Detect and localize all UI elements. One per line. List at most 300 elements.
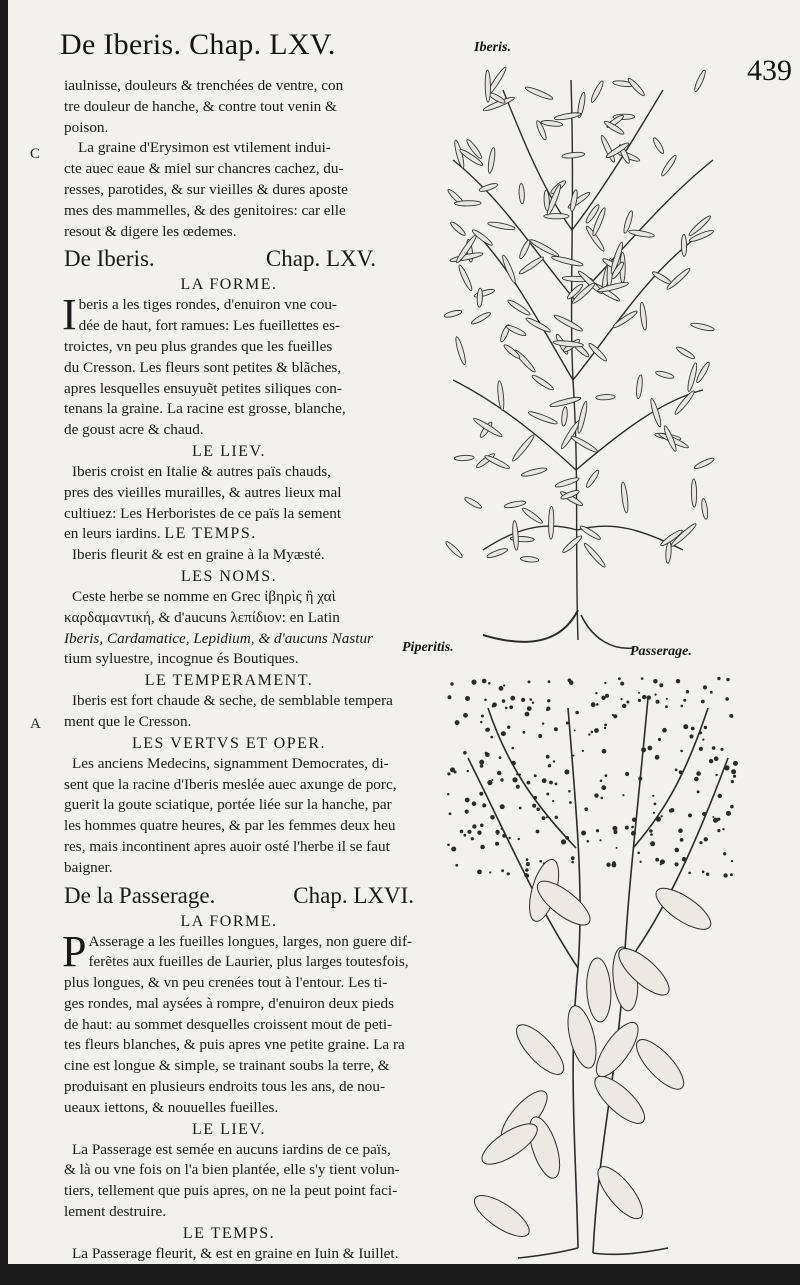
leaf: [478, 182, 498, 193]
leaf: [487, 147, 496, 173]
leaf: [509, 1018, 570, 1081]
leaf: [477, 288, 483, 307]
text-line: sent que la racine d'Iberis meslée auec axunge de porc,: [64, 775, 397, 793]
flower: [689, 734, 693, 738]
flower: [679, 770, 683, 774]
leaf: [520, 556, 539, 563]
flower: [527, 706, 532, 711]
flower: [566, 722, 569, 725]
leaf: [504, 500, 526, 509]
text-line: troictes, vn peu plus grandes que les fueilles: [64, 337, 333, 355]
leaf: [548, 506, 554, 539]
leaf: [444, 309, 463, 319]
flower: [482, 679, 487, 684]
flower: [497, 771, 501, 775]
flower: [479, 760, 484, 765]
flower: [720, 748, 723, 751]
leaf: [665, 542, 672, 564]
flower: [620, 698, 622, 700]
leaf: [521, 506, 544, 525]
flower: [656, 700, 660, 704]
flower: [485, 752, 488, 755]
flower: [472, 801, 477, 806]
flower: [712, 816, 714, 818]
flower: [662, 728, 667, 733]
leaf: [690, 322, 715, 333]
flower: [467, 830, 471, 834]
flower: [499, 756, 502, 759]
flower: [725, 697, 729, 701]
flower: [480, 824, 484, 828]
flower: [465, 798, 470, 803]
flower: [542, 778, 547, 783]
flower: [539, 860, 542, 863]
flower: [532, 804, 536, 808]
flower: [596, 703, 599, 706]
flower: [546, 755, 550, 759]
leaf: [588, 1069, 651, 1130]
flower: [501, 828, 503, 830]
catchword: Les: [372, 1265, 394, 1283]
flower: [516, 773, 518, 775]
leaf: [639, 302, 648, 330]
leaf: [681, 234, 687, 256]
flower: [572, 755, 574, 757]
flower: [536, 830, 540, 834]
leaf: [562, 151, 585, 159]
flower: [472, 824, 476, 828]
flower: [500, 778, 503, 781]
flower: [518, 838, 520, 840]
flower: [723, 873, 727, 877]
flower: [546, 816, 548, 818]
flower: [697, 790, 700, 793]
flower: [614, 830, 618, 834]
text-line: La graine d'Erysimon est vtilement indui-: [78, 139, 331, 157]
flower: [680, 750, 683, 753]
bleed-through: ·: [648, 100, 653, 115]
text-line: tiers, tellement que puis apres, on ne la peut point faci-: [64, 1182, 398, 1200]
flower: [606, 863, 610, 867]
flower: [455, 864, 458, 867]
flower: [652, 795, 654, 797]
leaf: [570, 434, 599, 454]
flower: [680, 838, 684, 842]
flower: [507, 872, 510, 875]
flower: [542, 816, 546, 820]
flower: [714, 756, 719, 761]
flower: [501, 731, 506, 736]
flower: [521, 698, 525, 702]
flower: [699, 731, 702, 734]
flower: [675, 768, 678, 771]
flower: [702, 739, 704, 741]
text-line: tenans la graine. La racine est grosse, blanche,: [64, 400, 346, 418]
leaf: [519, 183, 525, 203]
flower: [467, 770, 469, 772]
text-line: de goust acre & chaud.: [64, 421, 204, 439]
leaf: [686, 362, 698, 392]
flower: [641, 747, 646, 752]
flower: [683, 724, 688, 729]
flower: [477, 870, 482, 875]
flower: [612, 861, 616, 865]
flower: [527, 781, 531, 785]
flower: [546, 793, 549, 796]
flower: [625, 826, 629, 830]
text-line: plus longues, & vn peu crenées tout à l'entour. Les ti-: [64, 974, 388, 992]
leaf: [561, 534, 583, 554]
flower: [660, 859, 665, 864]
flower: [653, 812, 655, 814]
flower: [523, 731, 526, 734]
flower: [463, 751, 467, 755]
leaf: [485, 70, 491, 102]
flower: [548, 764, 551, 767]
flower: [601, 696, 605, 700]
chapter-name: De la Passerage.: [64, 882, 216, 908]
leaf: [591, 1160, 650, 1225]
flower: [511, 761, 516, 766]
flower: [718, 794, 722, 798]
leaf: [596, 394, 616, 400]
flower: [605, 774, 608, 777]
text-line: du Cresson. Les fleurs sont petites & blãches,: [64, 358, 342, 376]
flower: [519, 774, 521, 776]
leaf: [585, 469, 601, 489]
text-line: Les anciens Medecins, signamment Democrates, di-: [72, 754, 389, 772]
flower: [534, 796, 538, 800]
piperitis-label: Piperitis.: [402, 640, 454, 655]
flower: [569, 680, 574, 685]
flower: [639, 861, 641, 863]
subheading-forme: LA FORME.: [180, 912, 278, 930]
text-line: les hommes quatre heures, & par les femmes deux heu: [64, 817, 396, 835]
flower: [675, 848, 680, 853]
book-page: [8, 0, 800, 1283]
flower: [655, 755, 660, 760]
leaf: [521, 466, 548, 477]
chapter-number: Chap. LXV.: [265, 246, 376, 272]
flower: [591, 702, 596, 707]
flower: [480, 764, 484, 768]
flower: [488, 682, 491, 685]
flower: [447, 793, 449, 795]
flower: [587, 840, 590, 843]
leaf: [444, 540, 463, 559]
flower: [465, 810, 469, 814]
text-line: de haut: au sommet desquelles croissent mout de peti-: [64, 1015, 393, 1033]
text-line: Iberis est fort chaude & seche, de semblable tempera: [72, 692, 393, 710]
leaf: [470, 311, 491, 326]
leaf: [486, 547, 508, 559]
flower: [538, 734, 542, 738]
flower: [722, 828, 724, 830]
leaf: [629, 1033, 690, 1096]
flower: [512, 777, 517, 782]
text-line: res, mais incontinent apres auoir osté l'herbe il se faut: [64, 837, 390, 855]
text-line: tre douleur de hanche, & contre tout venin &: [64, 97, 337, 115]
flower: [641, 677, 644, 680]
flower: [625, 772, 629, 776]
flower: [532, 702, 534, 704]
leaf: [673, 389, 696, 415]
leaf: [449, 220, 467, 237]
flower: [731, 860, 733, 862]
flower: [507, 726, 510, 729]
flower: [574, 729, 576, 731]
chapter-title: [64, 244, 394, 274]
flower: [575, 711, 579, 715]
flower: [503, 684, 505, 686]
flower: [618, 677, 621, 680]
leaf: [675, 345, 695, 360]
flower: [605, 694, 609, 698]
flower: [601, 797, 604, 800]
leaf: [652, 137, 666, 155]
leaf: [620, 482, 629, 514]
text-line: en leurs iardins. LE TEMPS.: [64, 525, 257, 543]
flower: [703, 685, 707, 689]
flower: [526, 858, 529, 861]
text-line: Iberis a les tiges rondes, d'enuiron vne cou-: [62, 290, 337, 340]
drop-cap: P: [62, 926, 87, 976]
text-line: apres lesquelles ensuyuẽt petites siliques con-: [64, 379, 342, 397]
flower: [600, 780, 603, 783]
leaf: [531, 374, 555, 392]
flower: [650, 833, 653, 836]
flower: [526, 862, 530, 866]
flower: [554, 727, 558, 731]
flower: [647, 695, 651, 699]
flower: [713, 818, 718, 823]
text-line: tes fleurs blanches, & puis apres vne petite graine. La ra: [64, 1036, 405, 1054]
flower: [604, 682, 606, 684]
flower: [549, 781, 553, 785]
leaf: [525, 316, 552, 334]
flower: [547, 699, 550, 702]
subheading-temps: LE TEMPS.: [164, 525, 257, 543]
flower: [665, 705, 668, 708]
flower: [626, 701, 629, 704]
flower: [492, 705, 495, 708]
flower: [536, 808, 540, 812]
flower: [510, 696, 515, 701]
flower: [594, 793, 598, 797]
flower: [491, 779, 493, 781]
flower: [565, 836, 569, 840]
flower: [501, 869, 504, 872]
leaf: [576, 401, 588, 434]
text-column: [62, 76, 414, 1285]
passerage-illustration: [428, 668, 758, 1258]
passerage-label: Passerage.: [630, 644, 692, 659]
flower: [702, 812, 706, 816]
flower: [638, 692, 640, 694]
leaf: [650, 881, 716, 937]
flower: [594, 728, 599, 733]
flower: [712, 746, 716, 750]
flower: [681, 705, 684, 708]
flower: [582, 750, 584, 752]
flower: [525, 868, 528, 871]
flower: [542, 722, 544, 724]
flower: [525, 712, 530, 717]
flower: [546, 709, 548, 711]
flower: [564, 770, 569, 775]
leaf: [636, 375, 644, 399]
flower: [465, 696, 470, 701]
flower: [730, 873, 733, 876]
flower: [723, 852, 726, 855]
leaf: [693, 456, 715, 470]
flower: [595, 692, 597, 694]
flower: [701, 700, 705, 704]
flower: [717, 829, 720, 832]
flower: [686, 690, 689, 693]
flower: [612, 714, 614, 716]
leaf: [585, 957, 612, 1022]
flower: [449, 812, 452, 815]
text-line: mes des mammelles, & des genitoires: car elle: [64, 201, 346, 219]
flower: [688, 813, 692, 817]
flower: [555, 783, 558, 786]
flower: [733, 761, 738, 766]
flower: [683, 699, 686, 702]
text-line: Iberis fleurit & est en graine à la Myæsté.: [72, 546, 325, 564]
flower: [726, 678, 729, 681]
flower: [676, 679, 680, 683]
flower: [699, 841, 702, 844]
leaf: [701, 498, 709, 519]
flower: [654, 803, 657, 806]
flower: [649, 829, 653, 833]
flower: [674, 862, 678, 866]
flower: [450, 767, 455, 772]
flower: [654, 694, 656, 696]
flower: [509, 705, 513, 709]
text-line: pres des vieilles murailles, & autres lieux mal: [64, 483, 342, 501]
flower: [666, 698, 668, 700]
flower: [660, 815, 662, 817]
text-line: ferẽtes aux fueilles de Laurier, plus larges toutesfois,: [88, 953, 409, 971]
flower: [706, 873, 709, 876]
flower: [502, 699, 506, 703]
leaf: [665, 267, 691, 291]
flower: [502, 834, 506, 838]
flower: [599, 839, 601, 841]
flower: [463, 713, 468, 718]
flower: [699, 747, 703, 751]
text-line: Iberis, Cardamatice, Lepidium, & d'aucuns Nastur: [64, 629, 373, 647]
flower: [455, 720, 460, 725]
flower: [631, 831, 636, 836]
leaf: [527, 410, 558, 426]
flower: [658, 738, 661, 741]
chapter-name: De Iberis.: [64, 246, 155, 272]
leaf: [511, 433, 536, 462]
flower: [490, 815, 495, 820]
subheading-forme: LA FORME.: [180, 276, 278, 294]
flower: [696, 771, 701, 776]
flower: [505, 707, 508, 710]
flower: [571, 861, 574, 864]
flower: [516, 785, 520, 789]
flower: [508, 837, 510, 839]
text-line: poison.: [64, 118, 109, 136]
leaf: [660, 154, 678, 177]
text-line: tium syluestre, incognue és Boutiques.: [64, 650, 299, 668]
iberis-illustration: [393, 50, 753, 650]
flower: [479, 792, 483, 796]
chapter-title: [64, 881, 414, 911]
flower: [460, 830, 464, 834]
flower: [656, 817, 661, 822]
subheading-lieu: LE LIEV.: [192, 1120, 266, 1138]
chapter-number: Chap. LXVI.: [293, 882, 414, 908]
flower: [490, 736, 493, 739]
flower: [688, 872, 691, 875]
flower: [709, 759, 713, 763]
text-line: La Passerage fleurit, & est en graine en Iuin & Iuillet.: [72, 1244, 399, 1262]
leaf: [501, 254, 517, 283]
flower: [588, 733, 590, 735]
flower: [730, 805, 734, 809]
leaf: [487, 221, 515, 231]
flower: [552, 800, 554, 802]
subheading-vertus: LES VERTVS ET OPER.: [131, 734, 327, 752]
flower: [638, 777, 642, 781]
flower: [487, 780, 492, 785]
flower: [604, 727, 606, 729]
flower: [489, 871, 491, 873]
flower: [447, 772, 450, 775]
flower: [604, 724, 607, 727]
flower: [471, 837, 474, 840]
leaf: [628, 229, 655, 239]
text-line: resout & digere les œdemes.: [64, 222, 237, 240]
leaf: [693, 69, 707, 92]
flower: [568, 790, 571, 793]
leaf: [551, 255, 584, 268]
flower: [659, 683, 663, 687]
flower: [622, 794, 624, 796]
text-line: ueaux iettons, & nouuelles fueilles.: [64, 1098, 279, 1116]
flower: [451, 847, 456, 852]
flower: [642, 695, 646, 699]
flower: [482, 803, 486, 807]
flower: [555, 816, 558, 819]
flower: [678, 828, 683, 833]
leaf: [512, 520, 519, 550]
flower: [704, 837, 708, 841]
margin-letter-c: C: [30, 146, 41, 162]
flower: [616, 847, 618, 849]
text-line: iaulnisse, douleurs & trenchées de ventre, con: [64, 77, 344, 94]
text-line: guerit la goute sciatique, portée liée sur la hanche, par: [64, 796, 392, 814]
flower: [694, 777, 699, 782]
flower: [528, 680, 531, 683]
flower: [471, 680, 476, 685]
flower: [477, 831, 481, 835]
flower: [724, 765, 729, 770]
flower: [553, 760, 555, 762]
flower: [480, 721, 482, 723]
flower: [534, 774, 537, 777]
flower: [704, 726, 707, 729]
illustration-title: Iberis.: [474, 40, 511, 55]
leaf: [651, 270, 672, 285]
